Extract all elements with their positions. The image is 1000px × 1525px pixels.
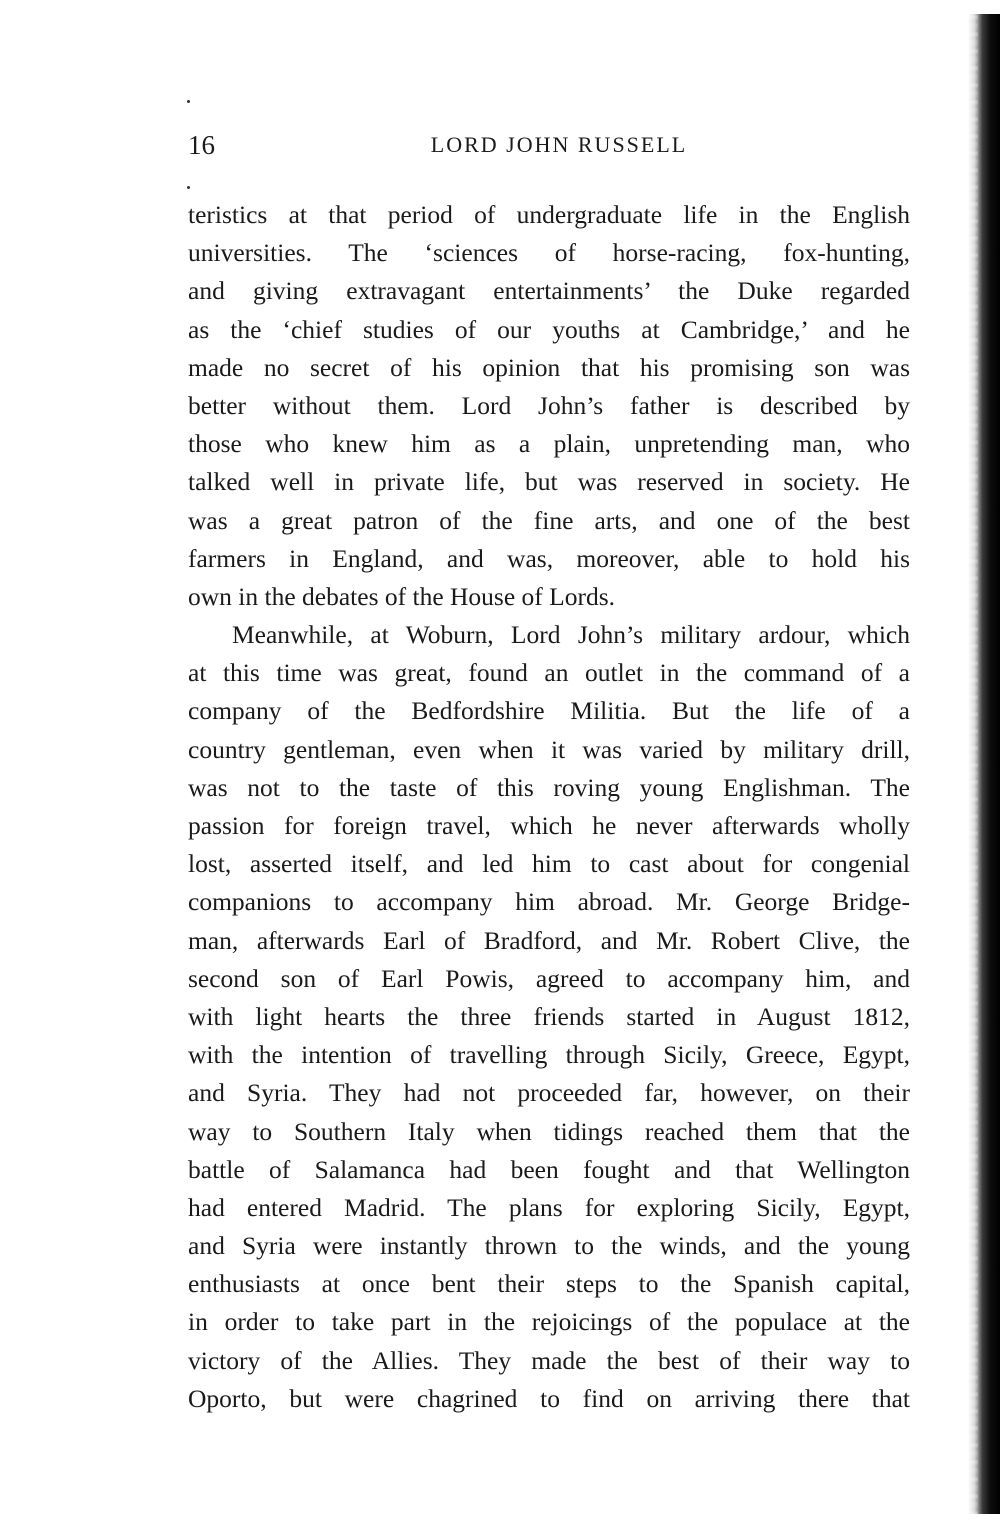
- text-line: universities. The ‘sciences of horse-racing, fox-hunting,: [188, 238, 910, 268]
- text-line: victory of the Allies. They made the best of their way to: [188, 1345, 910, 1375]
- text-line: was a great patron of the fine arts, and one of the best: [188, 505, 910, 535]
- text-line: second son of Earl Powis, agreed to accompany him, and: [188, 963, 910, 993]
- text-line: farmers in England, and was, moreover, able to hold his: [188, 543, 910, 573]
- text-line: lost, asserted itself, and led him to cast about for congenial: [188, 849, 910, 879]
- text-line: man, afterwards Earl of Bradford, and Mr. Robert Clive, the: [188, 925, 910, 955]
- text-line: own in the debates of the House of Lords.: [188, 581, 616, 611]
- text-line: talked well in private life, but was reserved in society. He: [188, 467, 910, 497]
- text-line: as the ‘chief studies of our youths at Cambridge,’ and he: [188, 314, 910, 344]
- page-edge-texture: [968, 14, 978, 1514]
- page-number: 16: [188, 130, 215, 160]
- scan-speck: [187, 186, 190, 189]
- text-line: company of the Bedfordshire Militia. But the life of a: [188, 696, 910, 726]
- text-line: Oporto, but were chagrined to find on arriving there that: [188, 1383, 910, 1413]
- text-line: Meanwhile, at Woburn, Lord John’s military ardour, which: [232, 620, 910, 650]
- running-title: LORD JOHN RUSSELL: [430, 132, 688, 157]
- text-line: and giving extravagant entertainments’ the Duke regarded: [188, 276, 910, 306]
- text-line: way to Southern Italy when tidings reached them that the: [188, 1116, 910, 1146]
- paragraph-1: [188, 196, 910, 616]
- text-line: country gentleman, even when it was varied by military drill,: [188, 734, 910, 764]
- text-line: made no secret of his opinion that his promising son was: [188, 352, 910, 382]
- text-line: with the intention of travelling through Sicily, Greece, Egypt,: [188, 1040, 910, 1070]
- text-line: those who knew him as a plain, unpretending man, who: [188, 429, 910, 459]
- text-line: at this time was great, found an outlet in the command of a: [188, 658, 910, 688]
- text-line: was not to the taste of this roving young Englishman. The: [188, 772, 910, 802]
- text-line: had entered Madrid. The plans for exploring Sicily, Egypt,: [188, 1192, 910, 1222]
- text-line: better without them. Lord John’s father is described by: [188, 390, 910, 420]
- text-line: and Syria. They had not proceeded far, however, on their: [188, 1078, 910, 1108]
- text-line: enthusiasts at once bent their steps to the Spanish capital,: [188, 1269, 910, 1299]
- page-header: [188, 130, 910, 166]
- text-line: battle of Salamanca had been fought and that Wellington: [188, 1154, 910, 1184]
- body-text: [188, 196, 910, 1418]
- scan-speck: [187, 100, 190, 103]
- text-line: passion for foreign travel, which he never afterwards wholly: [188, 811, 910, 840]
- text-line: with light hearts the three friends started in August 1812,: [188, 1001, 910, 1031]
- text-line: in order to take part in the rejoicings of the populace at the: [188, 1307, 910, 1337]
- text-line: teristics at that period of undergraduate life in the English: [188, 200, 910, 229]
- text-line: companions to accompany him abroad. Mr. George Bridge-: [188, 887, 910, 917]
- paragraph-2: [188, 616, 910, 1418]
- text-line: and Syria were instantly thrown to the winds, and the young: [188, 1231, 910, 1261]
